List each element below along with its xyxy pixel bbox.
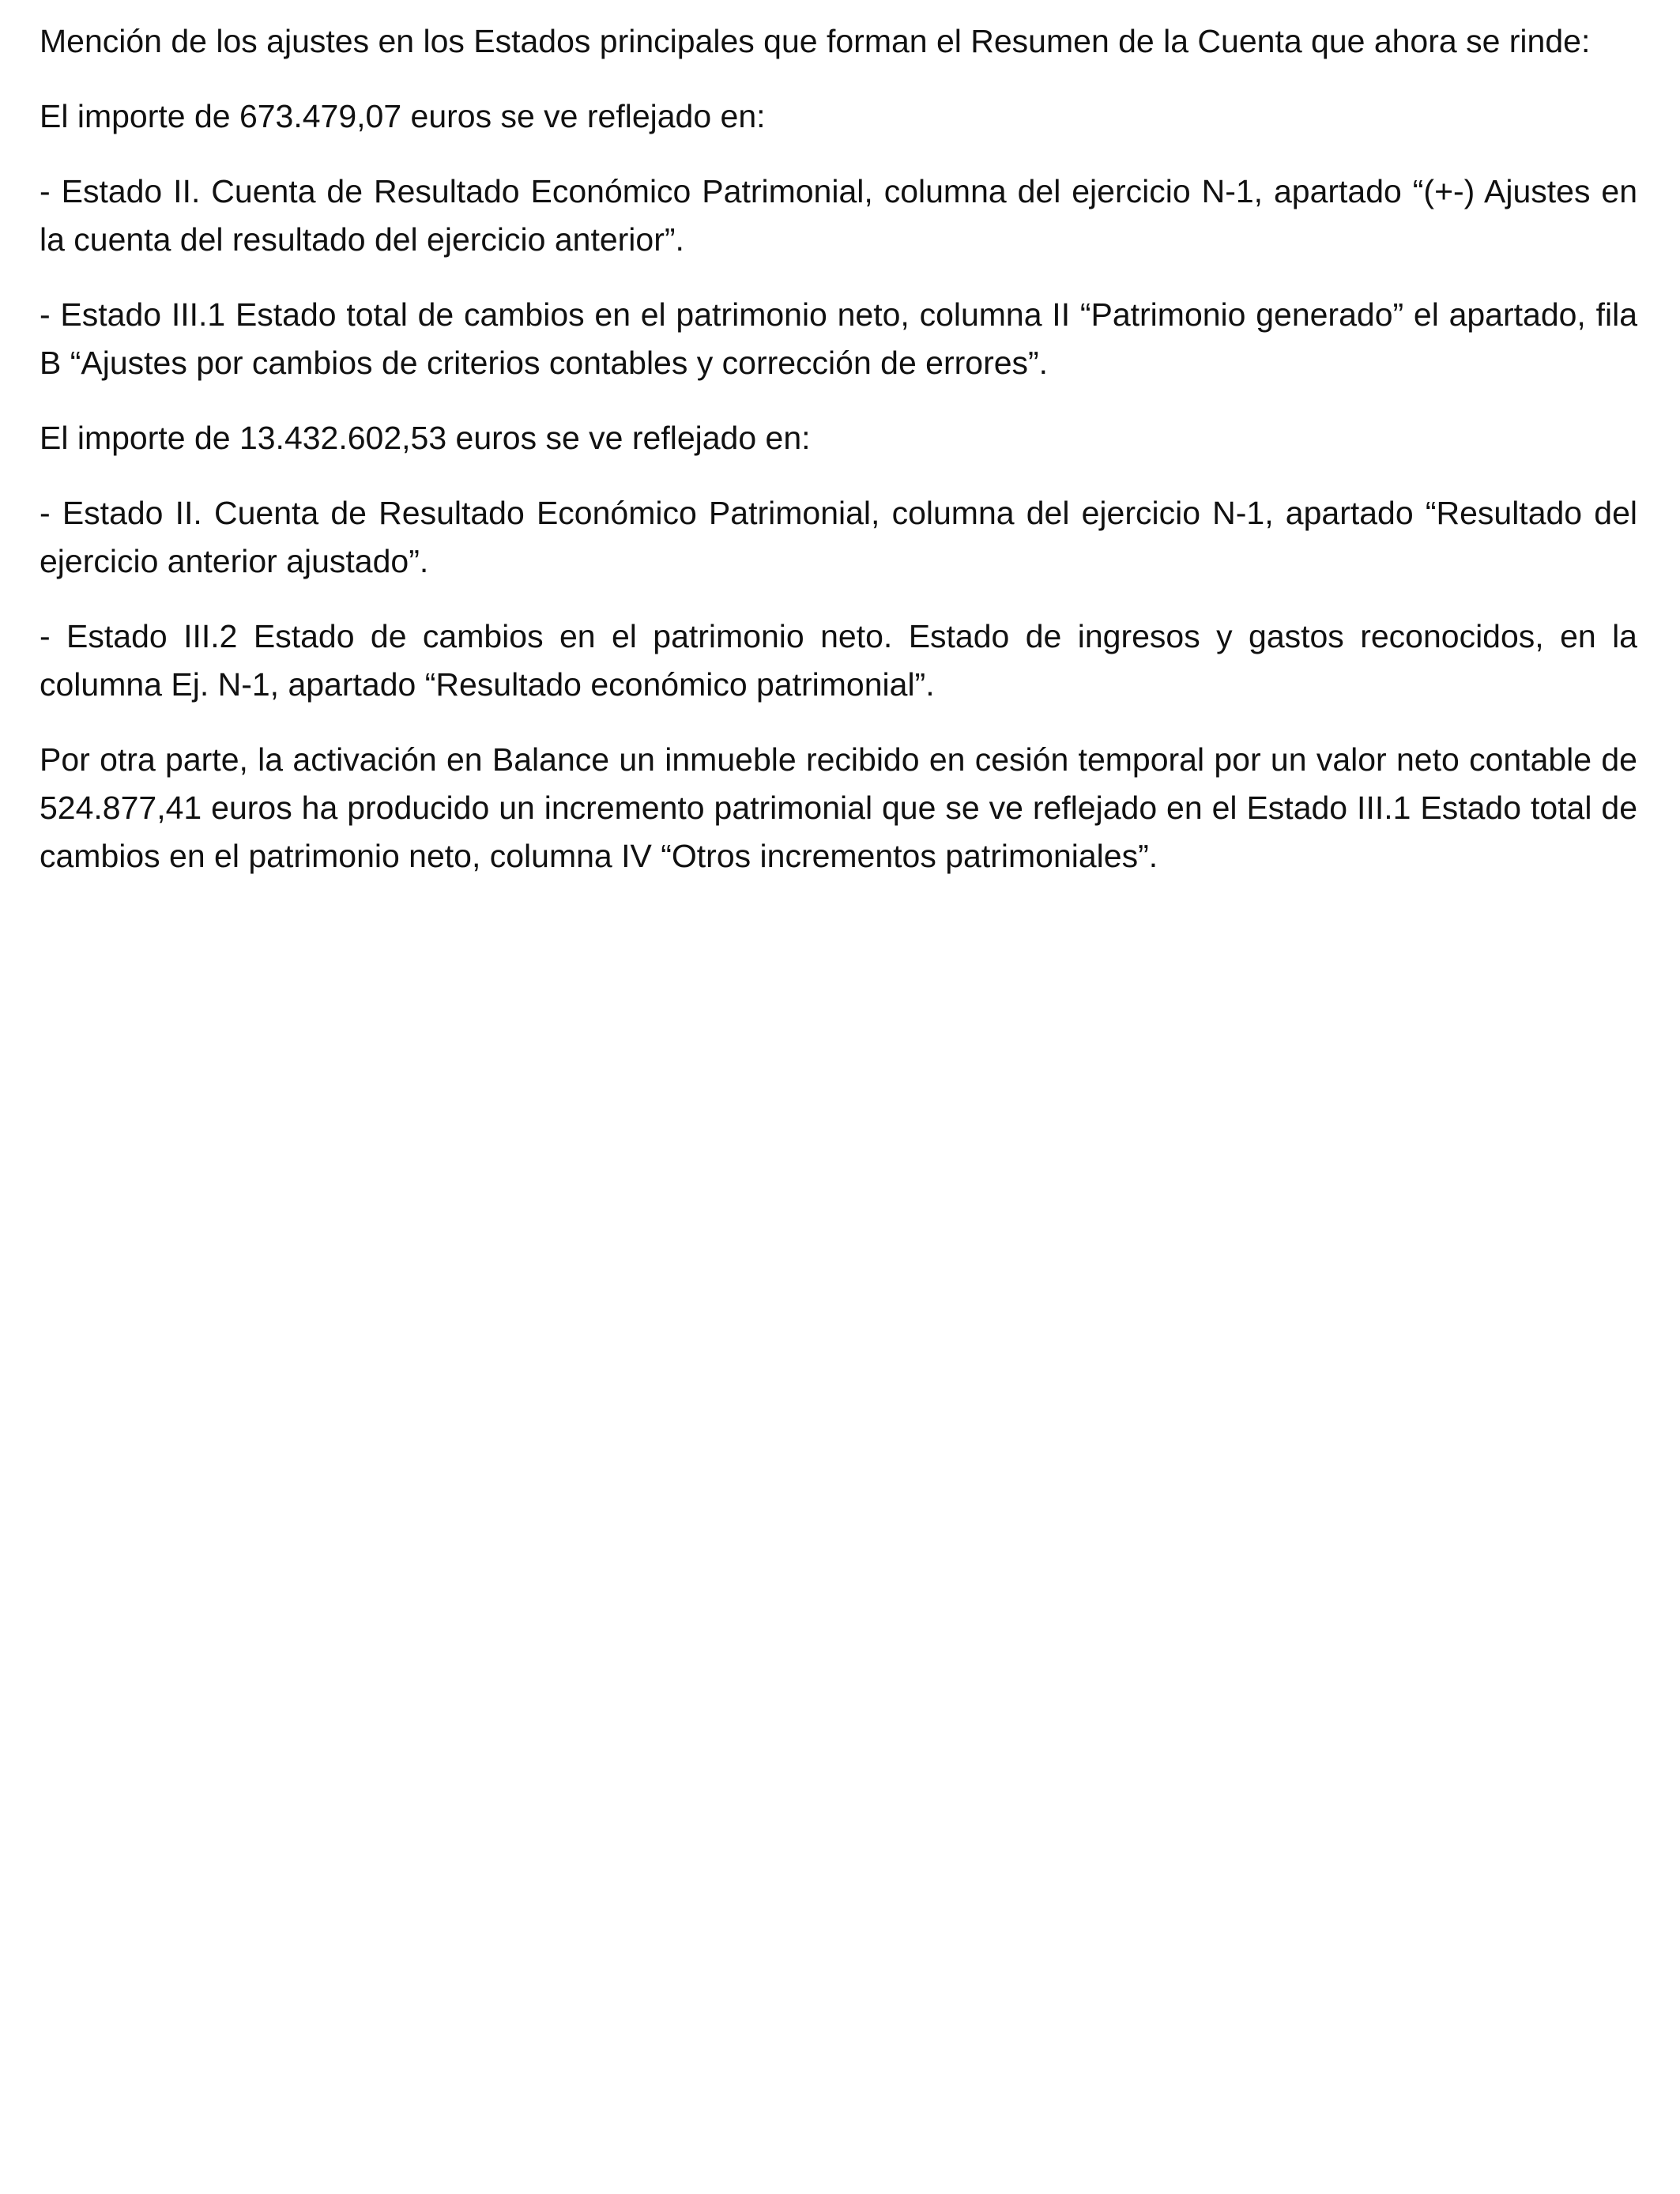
amount-2-item-1: - Estado II. Cuenta de Resultado Económico Patrimonial, columna del ejercicio N-1, apartado “Resultado del ejercicio anterior ajustado”. [40,495,1637,579]
document-body [40,17,1637,907]
amount-1-item-1: - Estado II. Cuenta de Resultado Económico Patrimonial, columna del ejercicio N-1, apartado “(+-) Ajustes en la cuenta del resultado del ejercicio anterior”. [40,173,1637,258]
amount-2-item-2: - Estado III.2 Estado de cambios en el patrimonio neto. Estado de ingresos y gastos reconocidos, en la columna Ej. N-1, apartado “Resultado económico patrimonial”. [40,618,1637,703]
amount-1-item-2: - Estado III.1 Estado total de cambios en el patrimonio neto, columna II “Patrimonio generado” el apartado, fila B “Ajustes por cambios de criterios contables y corrección de errores”. [40,296,1637,381]
amount-2-heading: El importe de 13.432.602,53 euros se ve reflejado en: [40,420,811,456]
amount-1-heading: El importe de 673.479,07 euros se ve reflejado en: [40,98,766,134]
intro-paragraph: Mención de los ajustes en los Estados principales que forman el Resumen de la Cuenta que ahora se rinde: [40,23,1591,59]
closing-paragraph: Por otra parte, la activación en Balance un inmueble recibido en cesión temporal por un valor neto contable de 524.877,41 euros ha producido un incremento patrimonial que se ve reflejado en el Estado III.1 Estado total de cambios en el patrimonio neto, columna IV “Otros incrementos patrimoniales”. [40,741,1637,874]
